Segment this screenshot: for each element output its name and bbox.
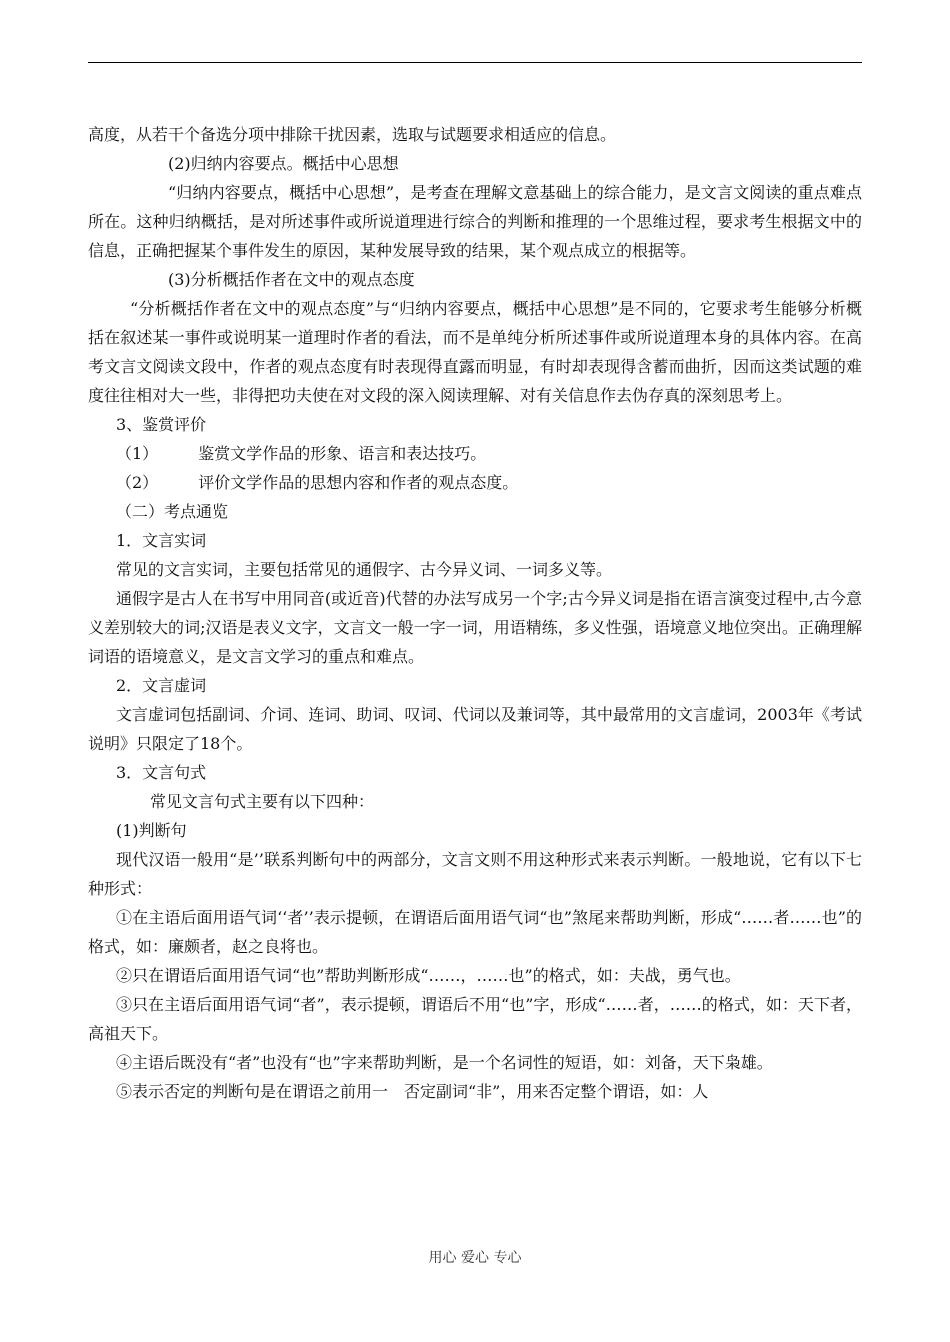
document-body xyxy=(88,120,862,1106)
list-item xyxy=(88,439,862,468)
section-heading: 3、鉴赏评价 xyxy=(116,415,207,434)
paragraph: 文言虚词包括副词、介词、连词、助词、叹词、代词以及兼词等，其中最常用的文言虚词，2003年《考试说明》只限定了18个。 xyxy=(88,705,862,753)
subheading: 2．文言虚词 xyxy=(116,676,207,695)
subheading: 3．文言句式 xyxy=(116,763,207,782)
paragraph: 通假字是古人在书写中用同音(或近音)代替的办法写成另一个字;古今异义词是指在语言演变过程中,古今意义差别较大的词;汉语是表义文字，文言文一般一字一词，用语精练，多义性强，语境意义地位突出。正确理解词语的语境意义，是文言文学习的重点和难点。 xyxy=(88,589,862,666)
paragraph: 高度，从若干个备选分项中排除干扰因素，选取与试题要求相适应的信息。 xyxy=(88,125,617,144)
subheading: 1．文言实词 xyxy=(116,531,207,550)
paragraph: “分析概括作者在文中的观点态度”与“归纳内容要点，概括中心思想”是不同的，它要求考生能够分析概括在叙述某一事件或说明某一道理时作者的看法，而不是单纯分析所述事件或所说道理本身的具体内容。在高考文言文阅读文段中，作者的观点态度有时表现得直露而明显，有时却表现得含蓄而曲折，因而这类试题的难度往往相对大一些，非得把功夫使在对文段的深入阅读理解、对有关信息作去伪存真的深刻思考上。 xyxy=(88,299,862,405)
paragraph: “归纳内容要点，概括中心思想”，是考查在理解文意基础上的综合能力，是文言文阅读的重点难点所在。这种归纳概括，是对所述事件或所说道理进行综合的判断和推理的一个思维过程，要求考生根据文中的信息，正确把握某个事件发生的原因，某种发展导致的结果，某个观点成立的根据等。 xyxy=(88,183,862,260)
list-item-text: 鉴赏文学作品的形象、语言和表达技巧。 xyxy=(198,444,487,463)
list-marker: （1） xyxy=(116,444,159,463)
subheading: (1)判断句 xyxy=(116,821,187,840)
paragraph: 常见文言句式主要有以下四种： xyxy=(150,792,375,811)
header-rule xyxy=(88,62,862,63)
section-heading: （二）考点通览 xyxy=(116,502,229,521)
paragraph: ③只在主语后面用语气词“者”，表示提顿，谓语后不用“也”字，形成“……者，……的格式，如：天下者，高祖天下。 xyxy=(88,995,862,1043)
paragraph: 常见的文言实词，主要包括常见的通假字、古今异义词、一词多义等。 xyxy=(116,560,613,579)
paragraph: ①在主语后面用语气词‘‘者’’表示提顿，在谓语后面用语气词“也”煞尾来帮助判断，形成“……者……也”的格式，如：廉颇者，赵之良将也。 xyxy=(88,908,862,956)
list-item xyxy=(88,468,862,497)
paragraph: ④主语后既没有“者”也没有“也”字来帮助判断，是一个名词性的短语，如：刘备，天下枭雄。 xyxy=(116,1053,773,1072)
paragraph: ⑤表示否定的判断句是在谓语之前用一 否定副词“非”，用来否定整个谓语，如：人 xyxy=(116,1082,709,1101)
page-footer: 用心 爱心 专心 xyxy=(428,1250,522,1266)
paragraph: ②只在谓语后面用语气词“也”帮助判断形成“……，……也”的格式，如：夫战，勇气也。 xyxy=(116,966,741,985)
list-marker: （2） xyxy=(116,473,159,492)
subheading: (3)分析概括作者在文中的观点态度 xyxy=(168,270,415,289)
subheading: (2)归纳内容要点。概括中心思想 xyxy=(168,154,399,173)
paragraph: 现代汉语一般用“是’’联系判断句中的两部分，文言文则不用这种形式来表示判断。一般地说，它有以下七种形式： xyxy=(88,850,862,898)
list-item-text: 评价文学作品的思想内容和作者的观点态度。 xyxy=(198,473,519,492)
